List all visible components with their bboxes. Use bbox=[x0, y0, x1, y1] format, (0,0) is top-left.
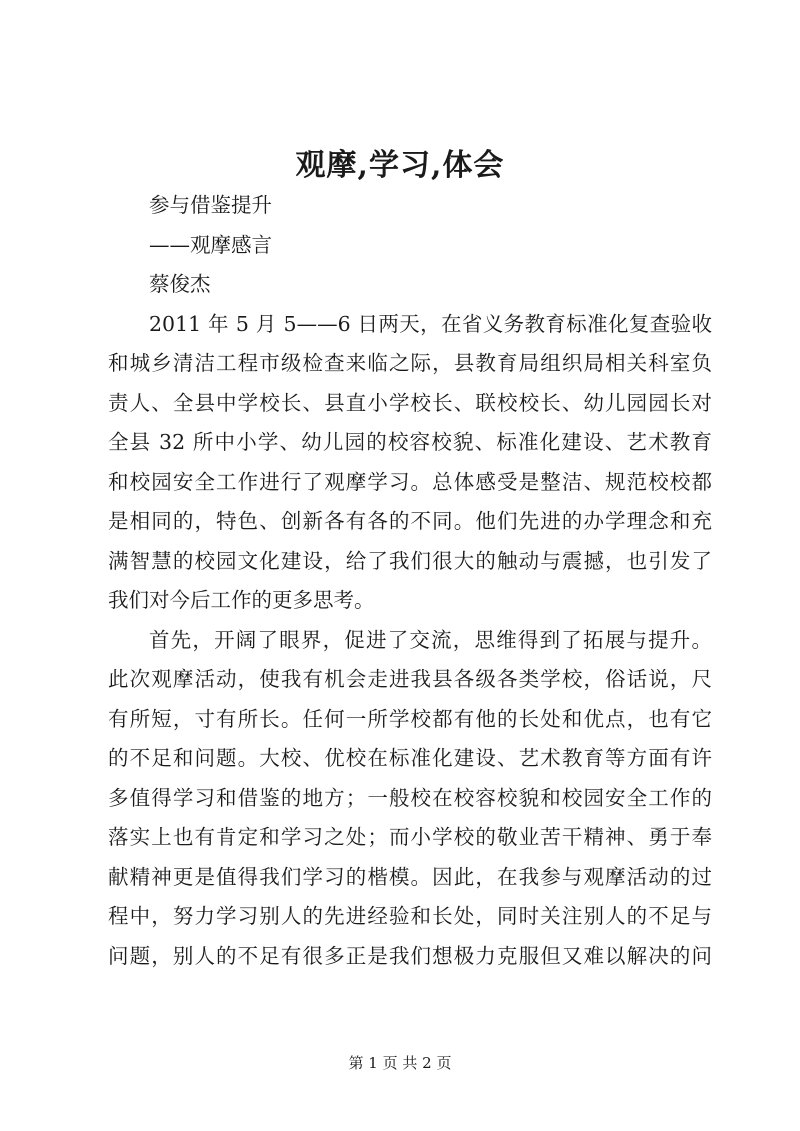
paragraph-line: 和城乡清洁工程市级检查来临之际，县教育局组织局相关科室负 bbox=[108, 351, 712, 375]
page-footer: 第 1 页 共 2 页 bbox=[348, 1054, 452, 1072]
paragraph-line: 有所短，寸有所长。任何一所学校都有他的长处和优点，也有它 bbox=[108, 706, 712, 731]
paragraph-line: 是相同的，特色、创新各有各的不同。他们先进的办学理念和充 bbox=[108, 509, 712, 533]
paragraph-line: 献精神更是值得我们学习的楷模。因此，在我参与观摩活动的过 bbox=[108, 864, 712, 889]
subtitle-caption-line: ——观摩感言 bbox=[149, 232, 272, 257]
paragraph-line: 落实上也有肯定和学习之处；而小学校的敬业苦干精神、勇于奉 bbox=[108, 825, 712, 849]
paragraph-line: 多值得学习和借鉴的地方；一般校在校容校貌和校园安全工作的 bbox=[108, 785, 712, 810]
paragraph-line: 首先，开阔了眼界，促进了交流，思维得到了拓展与提升。 bbox=[149, 627, 712, 652]
paragraph-line: 责人、全县中学校长、县直小学校长、联校校长、幼儿园园长对 bbox=[108, 390, 712, 415]
paragraph-line: 的不足和问题。大校、优校在标准化建设、艺术教育等方面有许 bbox=[108, 746, 712, 770]
paragraph-line: 2011 年 5 月 5——6 日两天，在省义务教育标准化复查验收 bbox=[149, 311, 712, 336]
paragraph-line: 满智慧的校园文化建设，给了我们很大的触动与震撼，也引发了 bbox=[108, 548, 712, 573]
document-body bbox=[108, 186, 712, 976]
paragraph-line: 问题，别人的不足有很多正是我们想极力克服但又难以解决的问 bbox=[108, 943, 712, 968]
paragraph-line: 和校园安全工作进行了观摩学习。总体感受是整洁、规范校校都 bbox=[108, 469, 712, 494]
paragraph-line: 我们对今后工作的更多思考。 bbox=[108, 588, 375, 612]
paragraph-line: 程中，努力学习别人的先进经验和长处，同时关注别人的不足与 bbox=[108, 904, 712, 928]
paragraph-line: 此次观摩活动，使我有机会走进我县各级各类学校，俗话说，尺 bbox=[108, 667, 712, 691]
author-line: 蔡俊杰 bbox=[149, 272, 211, 296]
subtitle-line: 参与借鉴提升 bbox=[149, 193, 272, 217]
document-title: 观摩,学习,体会 bbox=[295, 148, 505, 183]
paragraph-line: 全县 32 所中小学、幼儿园的校容校貌、标准化建设、艺术教育 bbox=[108, 430, 712, 454]
